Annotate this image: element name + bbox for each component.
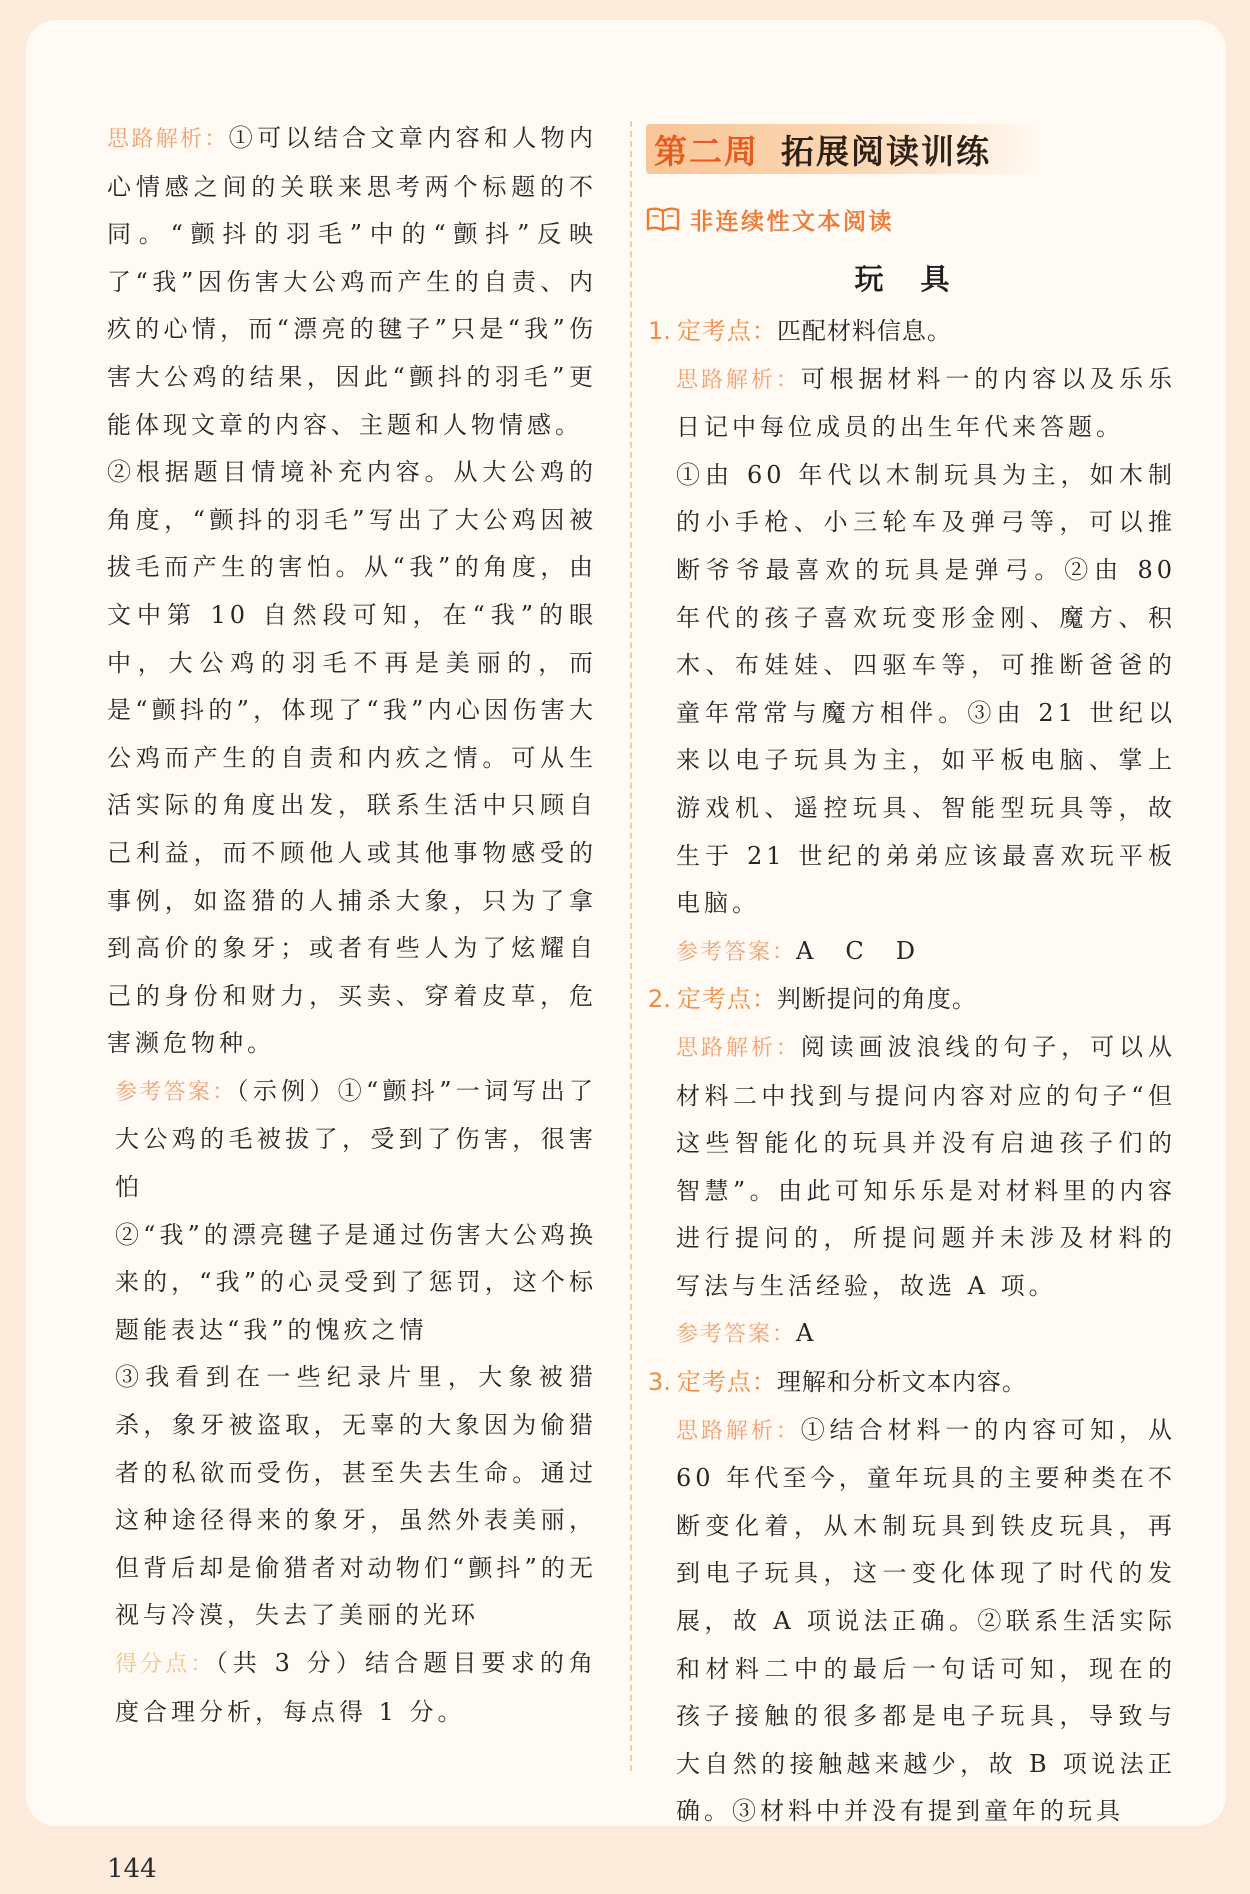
reference-answer-label: 参考答案： — [115, 1079, 237, 1105]
analysis-paragraph-2: ①由 60 年代以木制玩具为主，如木制的小手枪、小三轮车及弹弓等，可以推断爷爷最喜欢的玩具是弹弓。②由 80 年代的孩子喜欢玩变形金刚、魔方、积木、布娃娃、四驱车等，可推断爸爸的童年常常与魔方相伴。③由 21 世纪以来以电子玩具为主，如平板电脑、掌上游戏机、遥控玩具、智能型玩具等，故生于 21 世纪的弟弟应该最喜欢玩平板电脑。 — [676, 460, 1176, 918]
point-label: 定考点： — [676, 1368, 777, 1397]
analysis-text: 阅读画波浪线的句子，可以从材料二中找到与提问内容对应的句子“但这些智能化的玩具并没有启迪孩子们的智慧”。由此可知乐乐是对材料里的内容进行提问的，所提问题并未涉及材料的写法与生活经验，故选 A 项。 — [676, 1032, 1176, 1300]
reference-answer-paragraph — [676, 928, 1176, 977]
column-divider — [630, 121, 632, 1771]
reference-answer-paragraph-2: ②“我”的漂亮毽子是通过伤害大公鸡换来的，“我”的心灵受到了惩罚，这个标题能表达“我”的愧疚之情 — [115, 1220, 597, 1344]
question-number: 2. — [648, 985, 671, 1014]
left-column — [107, 115, 597, 1736]
book-icon — [646, 205, 680, 233]
point-text: 理解和分析文本内容。 — [776, 1368, 1027, 1397]
analysis-text: 可根据材料一的内容以及乐乐日记中每位成员的出生年代来答题。 — [676, 364, 1176, 442]
analysis-label: 思路解析： — [107, 127, 229, 152]
question-3 — [648, 1359, 1176, 1836]
question-2 — [648, 976, 1176, 1359]
reference-answer-text: A C D — [796, 936, 919, 965]
scoring-label: 得分点： — [115, 1652, 216, 1677]
scoring-paragraph — [107, 1640, 597, 1736]
reference-answer-text: A — [796, 1319, 818, 1348]
page-number: 144 — [107, 1854, 157, 1884]
week-banner — [646, 124, 1041, 174]
question-number: 1. — [648, 317, 671, 345]
point-text: 匹配材料信息。 — [776, 317, 952, 345]
reference-answer-paragraph — [676, 1310, 1176, 1359]
analysis-paragraph-2: ②根据题目情境补充内容。从大公鸡的角度，“颤抖的羽毛”写出了大公鸡因被拔毛而产生的害怕。从“我”的角度，由文中第 10 自然段可知，在“我”的眼中，大公鸡的羽毛不再是美丽的，而是“颤抖的”，体现了“我”内心因伤害大公鸡而产生的自责和内疚之情。可从生活实际的角度出发，联系生活中只顾自己利益，而不顾他人或其他事物感受的事例，如盗猎的人捕杀大象，只为了拿到高价的象牙；或者有些人为了炫耀自己的身份和财力，买卖、穿着皮草，危害濒危物种。 — [107, 458, 597, 1058]
analysis-paragraph — [676, 1024, 1176, 1311]
analysis-paragraph — [676, 356, 1176, 452]
analysis-text: ①可以结合文章内容和人物内心情感之间的关联来思考两个标题的不同。“颤抖的羽毛”中的“颤抖”反映了“我”因伤害大公鸡而产生的自责、内疚的心情，而“漂亮的毽子”只是“我”伤害大公鸡的结果，因此“颤抖的羽毛”更能体现文章的内容、主题和人物情感。 — [107, 124, 597, 439]
section-header — [646, 202, 894, 236]
section-title: 非连续性文本阅读 — [690, 208, 894, 235]
question-point-line — [648, 1359, 1176, 1407]
point-text: 判断提问的角度。 — [776, 985, 977, 1014]
question-1 — [648, 308, 1176, 976]
analysis-label: 思路解析： — [676, 1035, 801, 1061]
analysis-label: 思路解析： — [676, 367, 801, 393]
week-label: 第二周 — [654, 131, 759, 171]
analysis-label: 思路解析： — [676, 1418, 801, 1444]
question-point-line — [648, 308, 1176, 356]
analysis-paragraph — [107, 115, 597, 449]
reference-answer-paragraph-3: ③我看到在一些纪录片里，大象被猎杀，象牙被盗取，无辜的大象因为偷猎者的私欲而受伤，甚至失去生命。通过这种途径得来的象牙，虽然外表美丽，但背后却是偷猎者对动物们“颤抖”的无视与冷漠，失去了美丽的光环 — [115, 1363, 597, 1630]
analysis-text: ①结合材料一的内容可知，从 60 年代至今，童年玩具的主要种类在不断变化着，从木制玩具到铁皮玩具，再到电子玩具，这一变化体现了时代的发展，故 A 项说法正确。②联系生活实际和材料二中的最后一句话可知，现在的孩子接触的很多都是电子玩具，导致与大自然的接触越来越少，故 B 项说法正确。③材料中并没有提到童年的玩具 — [676, 1415, 1176, 1826]
right-column — [648, 308, 1176, 1836]
article-title: 玩 具 — [854, 262, 954, 296]
reference-answer-label: 参考答案： — [676, 939, 797, 965]
point-label: 定考点： — [676, 317, 777, 345]
scoring-text: （共 3 分）结合题目要求的角度合理分析，每点得 1 分。 — [115, 1649, 597, 1726]
reference-answer-paragraph — [107, 1068, 597, 1212]
question-number: 3. — [648, 1368, 671, 1397]
question-point-line — [648, 976, 1176, 1024]
banner-title: 拓展阅读训练 — [781, 131, 991, 171]
reference-answer-label: 参考答案： — [676, 1322, 797, 1348]
analysis-paragraph — [676, 1407, 1176, 1836]
point-label: 定考点： — [676, 985, 777, 1014]
reference-answer-text: （示例）①“颤抖”一词写出了大公鸡的毛被拔了，受到了伤害，很害怕 — [115, 1076, 597, 1202]
